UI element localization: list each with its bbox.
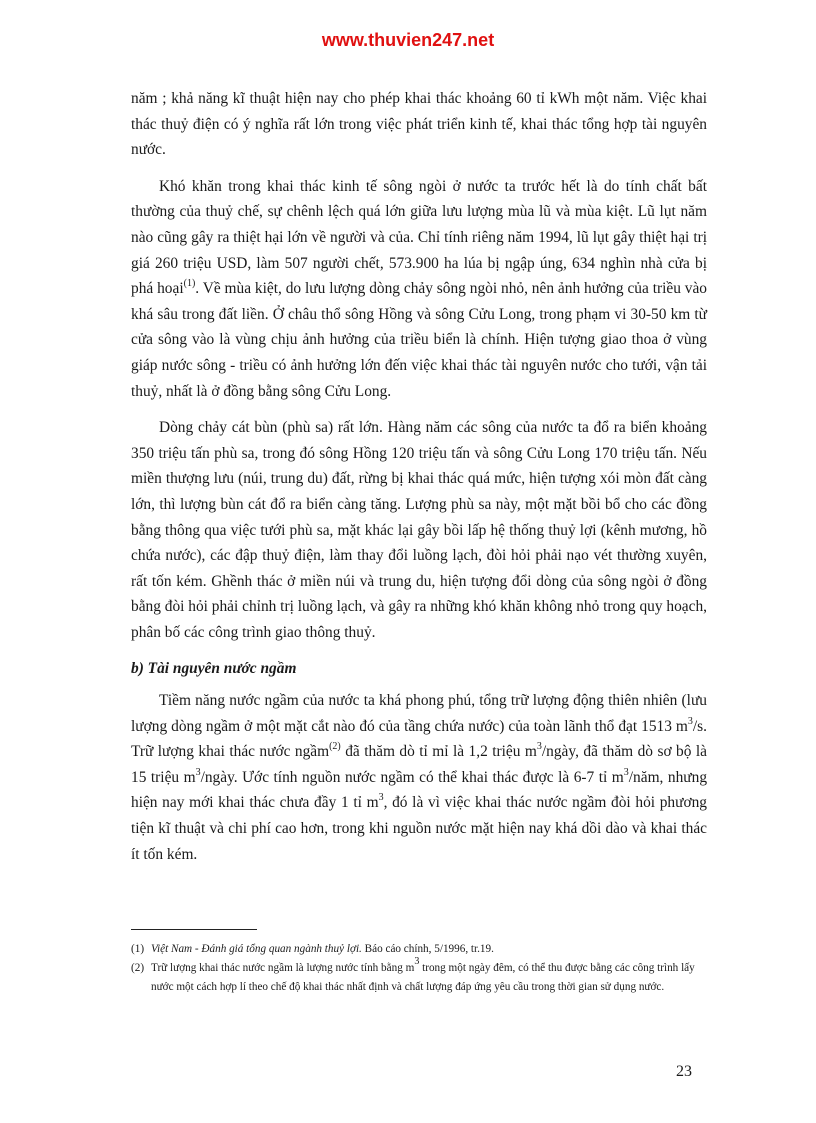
paragraph-text: /năm, nhưng hiện nay mới khai thác chưa đầy 1 tỉ m (131, 768, 708, 812)
paragraph-text: năm ; khả năng kĩ thuật hiện nay cho phép khai thác khoảng 60 tỉ kWh một năm. Việc khai thác thuỷ điện có ý nghĩa rất lớn trong việc phát triển kinh tế, khai thác tổng hợp tài nguyên nước. (131, 90, 707, 159)
section-heading: b) Tài nguyên nước ngầm (131, 660, 297, 678)
footnote-text-part: Trữ lượng khai thác nước ngầm là lượng nước tính bằng m (151, 962, 415, 974)
paragraph-sediment (131, 415, 707, 645)
footnote-2 (131, 956, 707, 997)
footnote-divider (131, 929, 257, 930)
paragraph-text: Khó khăn trong khai thác kinh tế sông ngòi ở nước ta trước hết là do tính chất bất thường của thuỷ chế, sự chênh lệch quá lớn giữa lưu lượng mùa lũ và mùa kiệt. Lũ lụt năm nào cũng gây ra thiệt hại lớn về người và của. Chỉ tính riêng năm 1994, lũ lụt gây thiệt hại trị giá 260 triệu USD, làm 507 người chết, 573.900 ha lúa bị ngập úng, 634 nghìn nhà cửa bị phá hoại (131, 177, 707, 298)
superscript: 3 (414, 956, 420, 967)
paragraph-text: /ngày. Ước tính nguồn nước ngầm có thể khai thác được là 6-7 tỉ m (200, 768, 624, 786)
footnote-text (151, 940, 707, 959)
footnote-source-detail: Báo cáo chính, 5/1996, tr.19. (361, 943, 494, 955)
paragraph-text: Tiềm năng nước ngầm của nước ta khá phong phú, tổng trữ lượng động thiên nhiên (lưu lượng dòng ngầm ở một mặt cắt nào đó của tầng chứa nước) của toàn lãnh thổ đạt 1513 m (131, 692, 707, 735)
paragraph-text: . Về mùa kiệt, do lưu lượng dòng chảy sông ngòi nhỏ, nên ảnh hưởng của triều vào khá sâu trong đất liền. Ở châu thổ sông Hồng và sông Cửu Long, trong phạm vi 30-50 km từ cửa sông vào là vùng chịu ảnh hưởng của triều biển là chính. Hiện tượng giao thoa ở vùng giáp nước sông - triều có ảnh hưởng lớn đến việc khai thác tài nguyên nước cho tưới, vận tải thuỷ, nhất là ở đồng bằng sông Cửu Long. (131, 280, 707, 400)
page-body (131, 86, 707, 878)
page-number: 23 (676, 1063, 692, 1080)
paragraph-text: /s. Trữ lượng khai thác nước ngầm (131, 717, 707, 761)
footnote-ref-1: (1) (183, 278, 196, 290)
paragraph-text: Dòng chảy cát bùn (phù sa) rất lớn. Hàng năm các sông của nước ta đổ ra biển khoảng 350 triệu tấn phù sa, trong đó sông Hồng 120 triệu tấn và sông Cửu Long 170 triệu tấn. Nếu miền thượng lưu (núi, trung du) đất, rừng bị khai thác quá mức, hiện tượng xói mòn đất càng lớn, thì lượng bùn cát đổ ra biển càng tăng. Lượng phù sa này, một mặt bồi bổ cho các đồng bằng thông qua việc tưới phù sa, mặt khác lại gây bồi lấp hệ thống thuỷ lợi (kênh mương, hồ chứa nước), các đập thuỷ điện, làm thay đổi luồng lạch, đòi hỏi phải nạo vét thường xuyên, rất tốn kém. Ghềnh thác ở miền núi và trung du, hiện tượng đổi dòng của sông ngòi ở đồng bằng đòi hỏi phải chỉnh trị luồng lạch, và gây ra những khó khăn không nhỏ trong quy hoạch, phân bố các công trình giao thông thuỷ. (131, 419, 707, 641)
superscript: 3 (378, 792, 384, 804)
footnote-source-title: Việt Nam - Đánh giá tổng quan ngành thuỷ lợi. (151, 943, 362, 955)
paragraph-text: , đó là vì việc khai thác nước ngầm đòi hỏi phương tiện kĩ thuật và chi phí cao hơn, trong khi nguồn nước mặt hiện nay khá dồi dào và khai thác ít tốn kém. (131, 794, 707, 863)
superscript: 3 (623, 766, 629, 778)
paragraph-groundwater (131, 688, 707, 867)
paragraph-text: /ngày, đã thăm dò sơ bộ là 15 triệu m (131, 743, 707, 786)
watermark-url: www.thuvien247.net (321, 30, 495, 50)
footnote-number: (1) (131, 943, 145, 955)
footnote-text-part: trong một ngày đêm, có thể thu được bằng các công trình lấy nước một cách hợp lí theo chế độ khai thác nhất định và chất lượng đáp ứng yêu cầu trong thời gian sử dụng nước. (151, 962, 695, 993)
superscript: 3 (195, 766, 201, 778)
footnote-number: (2) (131, 962, 145, 974)
paragraph-difficulties (131, 174, 707, 404)
footnote-ref-2: (2) (329, 741, 341, 753)
paragraph-hydropower (131, 86, 707, 163)
footnote-text (151, 956, 707, 997)
paragraph-text: đã thăm dò tỉ mỉ là 1,2 triệu m (340, 743, 537, 761)
superscript: 3 (536, 741, 542, 753)
footnotes (131, 940, 707, 997)
superscript: 3 (687, 715, 693, 727)
